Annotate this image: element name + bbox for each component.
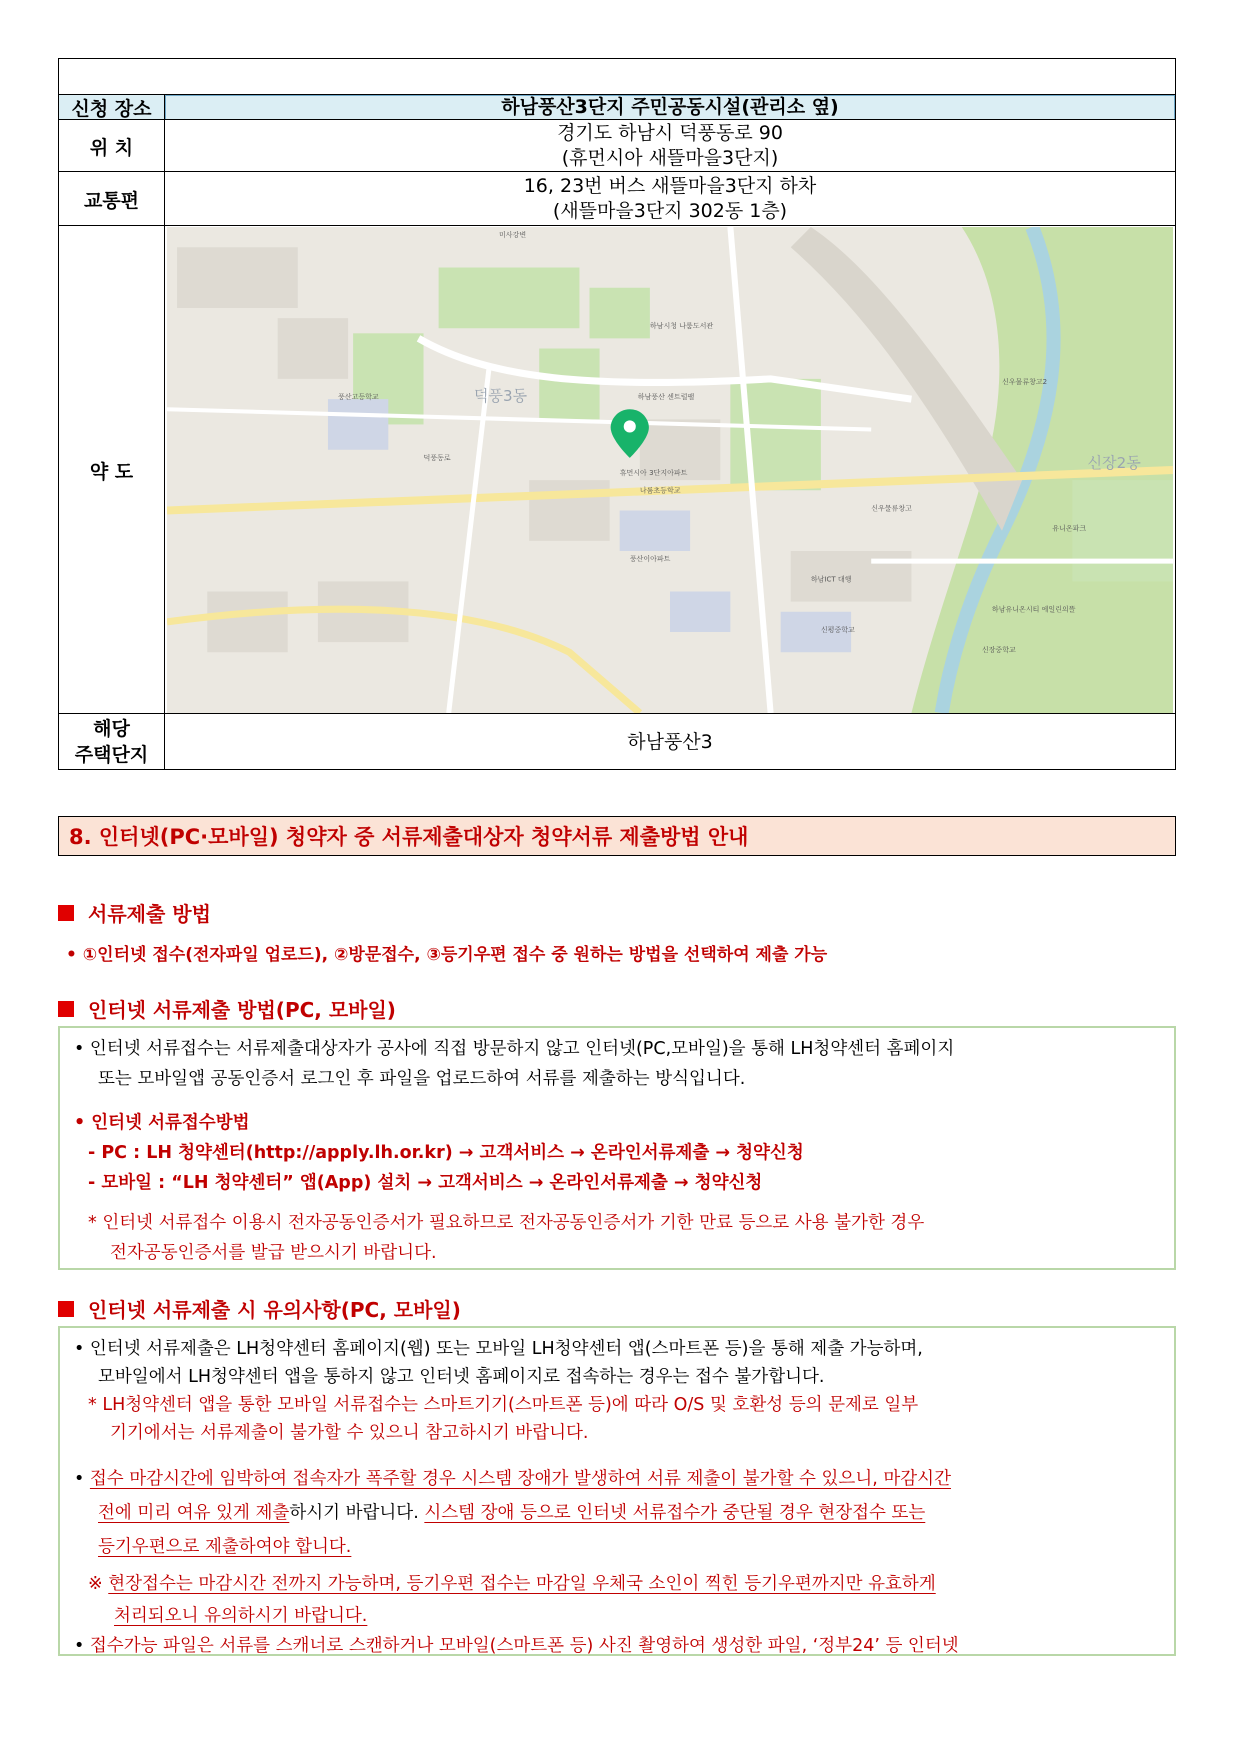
caution-box xyxy=(58,1326,1176,1656)
label-transport: 교통편 xyxy=(59,172,165,226)
value-place-text: 하남풍산3단지 주민공동시설(관리소 옆) xyxy=(501,96,839,118)
caution-c2b: 기기에서는 서류제출이 불가할 수 있으니 참고하시기 바랍니다. xyxy=(110,1423,589,1443)
caution-c1b: 모바일에서 LH청약센터 앱을 통하지 않고 인터넷 홈페이지로 접속하는 경우는 접수 불가합니다. xyxy=(98,1367,825,1387)
section-8-heading: 8. 인터넷(PC·모바일) 청약자 중 서류제출대상자 청약서류 제출방법 안내 xyxy=(58,816,1176,856)
internet-heading xyxy=(58,994,396,1023)
caution-c3c: 등기우편으로 제출하여야 합니다. xyxy=(98,1537,352,1557)
method-heading-text: 서류제출 방법 xyxy=(88,902,211,926)
square-bullet-icon xyxy=(58,1301,74,1317)
caution-c3-line2 xyxy=(74,1496,1164,1530)
table-row-transport xyxy=(59,171,1175,226)
table-row-place xyxy=(59,94,1175,120)
caution-c4-line1 xyxy=(74,1568,1164,1600)
internet-p5b: 전자공동인증서를 발급 받으시기 바랍니다. xyxy=(110,1243,437,1263)
map-label-1: 하남풍산 센트럴팰 xyxy=(637,392,695,402)
complex-name: 하남풍산3 xyxy=(627,730,713,753)
location-map[interactable] xyxy=(167,227,1173,713)
label-place: 신청 장소 xyxy=(59,95,165,120)
map-label-5: 덕풍동로 xyxy=(423,452,451,462)
caution-c4-line2 xyxy=(74,1600,1164,1632)
note-mark: ※ xyxy=(88,1574,103,1594)
label-location: 위 치 xyxy=(59,120,165,172)
map-label-8: 신평중학교 xyxy=(820,624,855,635)
method-line: • ①인터넷 접수(전자파일 업로드), ②방문접수, ③등기우편 접수 중 원하는 방법을 선택하여 제출 가능 xyxy=(66,945,828,965)
caution-c4a: 현장접수는 마감시간 전까지 가능하며, 등기우편 접수는 마감일 우체국 소인이 찍힌 등기우편까지만 유효하게 xyxy=(108,1574,936,1594)
internet-p1b: 또는 모바일앱 공동인증서 로그인 후 파일을 업로드하여 서류를 제출하는 방식입니다. xyxy=(98,1069,746,1089)
caution-heading xyxy=(58,1294,461,1323)
map-label-9: 하남유니온시티 에일린의뜰 xyxy=(991,604,1076,614)
value-location xyxy=(165,120,1175,172)
internet-heading-text: 인터넷 서류제출 방법(PC, 모바일) xyxy=(88,998,396,1022)
address-sub-line: (휴먼시아 새뜰마을3단지) xyxy=(561,147,779,169)
map-label-2: 나룸초등학교 xyxy=(639,485,681,495)
caution-heading-text: 인터넷 서류제출 시 유의사항(PC, 모바일) xyxy=(88,1298,461,1322)
map-label-7: 유니온파크 xyxy=(1052,523,1087,533)
value-place xyxy=(165,95,1175,120)
caution-c3b1: 전에 미리 여유 있게 제출 xyxy=(98,1503,290,1523)
caution-c3b3: 시스템 장애 등으로 인터넷 서류접수가 중단될 경우 현장접수 또는 xyxy=(424,1503,926,1523)
map-label-4: 신우물류창고 xyxy=(871,503,912,513)
square-bullet-icon xyxy=(58,1001,74,1017)
value-complex xyxy=(165,714,1175,770)
internet-method-box xyxy=(58,1026,1176,1270)
bus-line: 16, 23번 버스 새뜰마을3단지 하차 xyxy=(523,175,817,197)
map-dong-label: 덕풍3동 xyxy=(473,387,528,406)
caution-c3-line3 xyxy=(74,1530,1164,1564)
internet-mobile-steps: - 모바일 : “LH 청약센터” 앱(App) 설치 → 고객서비스 → 온라인서류제출 → 청약신청 xyxy=(88,1173,763,1193)
table-row-map xyxy=(59,225,1175,714)
map-label-14: 미사강변 xyxy=(498,230,527,240)
caution-c3a: 접수 마감시간에 임박하여 접속자가 폭주할 경우 시스템 장애가 발생하여 서류 제출이 불가할 수 있으니, 마감시간 xyxy=(89,1469,951,1489)
map-label-12: 하남ICT 대행 xyxy=(810,574,852,584)
map-label-11: 신우물류창고2 xyxy=(1001,376,1048,386)
map-label-3: 풍산고등학교 xyxy=(338,392,379,402)
map-graphic xyxy=(167,227,1173,713)
map-label-13: 풍산이아파트 xyxy=(629,554,671,564)
label-map: 약 도 xyxy=(59,226,165,714)
caution-c4b: 처리되오니 유의하시기 바랍니다. xyxy=(114,1606,368,1626)
table-row-complex xyxy=(59,713,1175,770)
method-heading xyxy=(58,898,211,927)
caution-c1a: • 인터넷 서류제출은 LH청약센터 홈페이지(웹) 또는 모바일 LH청약센터 앱(스마트폰 등)을 통해 제출 가능하며, xyxy=(74,1339,923,1359)
internet-p1a: • 인터넷 서류접수는 서류제출대상자가 공사에 직접 방문하지 않고 인터넷(PC,모바일)을 통해 LH청약센터 홈페이지 xyxy=(74,1039,955,1059)
square-bullet-icon xyxy=(58,905,74,921)
label-complex: 해당 주택단지 xyxy=(59,714,165,770)
caution-bullet-2: • xyxy=(74,1636,85,1656)
address-line: 경기도 하남시 덕풍동로 90 xyxy=(557,122,783,144)
map-label-target: 휴먼시아 3단지아파트 xyxy=(619,468,688,478)
map-label-6: 하남시청 나룸도서관 xyxy=(649,321,714,331)
map-district-label: 신장2동 xyxy=(1087,453,1141,472)
table-row-location xyxy=(59,119,1175,172)
caution-bullet: • xyxy=(74,1469,85,1489)
caution-c5-line xyxy=(74,1634,1164,1658)
value-transport xyxy=(165,172,1175,226)
caution-c3b2: 하시기 바랍니다. xyxy=(289,1503,425,1523)
bus-sub-line: (새뜰마을3단지 302동 1층) xyxy=(552,200,788,222)
location-table xyxy=(58,58,1176,770)
internet-pc-steps: - PC : LH 청약센터(http://apply.lh.or.kr) → 고객서비스 → 온라인서류제출 → 청약신청 xyxy=(88,1143,804,1163)
caution-c5: 접수가능 파일은 서류를 스캐너로 스캔하거나 모바일(스마트폰 등) 사진 촬영하여 생성한 파일, ‘정부24’ 등 인터넷 xyxy=(89,1636,959,1656)
internet-p2: • 인터넷 서류접수방법 xyxy=(74,1113,250,1133)
table-blank-row xyxy=(59,59,1175,94)
caution-c2a: * LH청약센터 앱을 통한 모바일 서류접수는 스마트기기(스마트폰 등)에 따라 O/S 및 호환성 등의 문제로 일부 xyxy=(88,1395,919,1415)
map-label-10: 신장중학교 xyxy=(981,645,1016,655)
caution-c3-line1 xyxy=(74,1462,1164,1496)
internet-p5a: * 인터넷 서류접수 이용시 전자공동인증서가 필요하므로 전자공동인증서가 기한 만료 등으로 사용 불가한 경우 xyxy=(88,1213,925,1233)
